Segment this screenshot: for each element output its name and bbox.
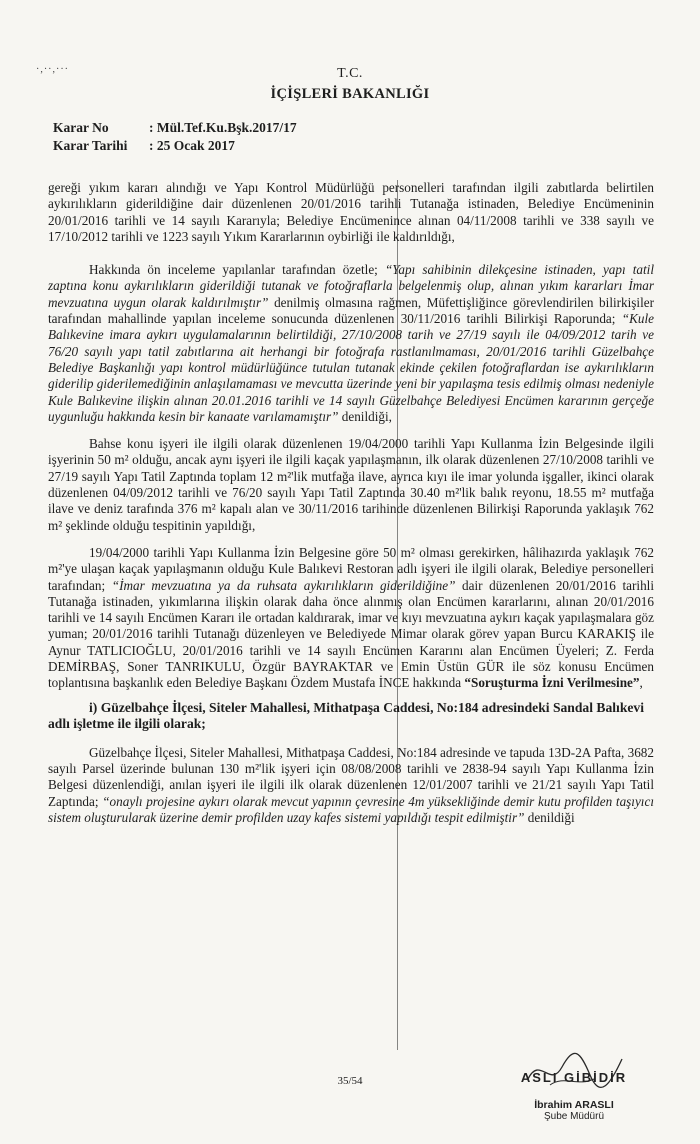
paragraph-2-quote-a: “Yapı sahibinin dilekçesine istinaden, yapı tatil zaptına konu aykırılıkların giderildiği tutanak ve fotoğraflarla belgelenmiş olup, alınan yıkım kararları İmar mevzuatına uygun olarak kaldırılmıştır” bbox=[48, 262, 654, 310]
section-heading-i: i) Güzelbahçe İlçesi, Siteler Mahallesi, Mithatpaşa Caddesi, No:184 adresindeki Sandal Balıkevi adlı işletme ile ilgili olarak; bbox=[48, 699, 644, 732]
paragraph-5-text-a: Güzelbahçe İlçesi, Siteler Mahallesi, Mithatpaşa Caddesi, No:184 adresinde ve tapuda 13D-2A Pafta, 3682 sayılı Parsel üzerinde bulunan 130 m²'lik işyeri için 08/08/2008 tarihli ve 2838-94 sayılı Yapı Kullanma İzin Belgesi düzenlendiği, anılan işyeri ile ilgili ilk olarak düzenlenen 12/01/2007 tarihli ve 21/21 sayılı Yapı Tatil Zaptında; bbox=[48, 744, 654, 809]
karar-tarihi-label: Karar Tarihi bbox=[53, 138, 128, 153]
karar-tarihi-value: : 25 Ocak 2017 bbox=[149, 138, 235, 153]
officer-name: İbrahim ARASLI bbox=[534, 1099, 614, 1111]
karar-no-label: Karar No bbox=[53, 120, 109, 135]
paragraph-5-quote: “onaylı projesine aykırı olarak mevcut yapının çevresine 4m yüksekliğinde demir kutu profilden taşıyıcı sistem oluşturularak üzerine demir profilden uzay kafes sistemi yapıldığı tespit edilmiştir” bbox=[48, 793, 654, 825]
document-body bbox=[48, 180, 654, 843]
paragraph-4-text-a: 19/04/2000 tarihli Yapı Kullanma İzin Belgesine göre 50 m² olması gerekirken, hâlihazırda yaklaşık 762 m²'ye ulaşan kaçak yapılaşmanın olduğu Kule Balıkevi Restoran adlı işyeri ile ilgili olarak, Belediye personelleri tarafından; bbox=[48, 544, 654, 593]
officer-title: Şube Müdürü bbox=[543, 1111, 605, 1122]
paragraph-5 bbox=[48, 745, 654, 826]
paragraph-4-text-c: , bbox=[639, 675, 643, 691]
header-tc: T.C. bbox=[337, 66, 363, 81]
paragraph-1: gereği yıkım kararı alındığı ve Yapı Kontrol Müdürlüğü personelleri tarafından ilgili zabıtlarda belirtilen aykırılıkların giderildiğine dair düzenlenen 20/01/2016 tarihli Tutanağa istinaden, Belediye Encümeninin 20/01/2016 tarihli ve 14 sayılı Kararıyla; Belediye Encümenince alınan 04/11/2008 tarihli ve 338 sayılı ve 17/10/2012 tarihli ve 1223 sayılı Yıkım Kararlarının oybirliği ile kaldırıldığı, bbox=[48, 180, 654, 244]
paragraph-5-text-b: denildiği bbox=[524, 809, 575, 825]
certification-stamp bbox=[504, 1070, 644, 1122]
stamp-title: ASLI GİBİDİR bbox=[520, 1070, 628, 1085]
header-ministry: İÇİŞLERİ BAKANLIĞI bbox=[270, 86, 430, 102]
paragraph-2-quote-b: “Kule Balıkevine imara aykırı uygulamalarının belirtildiği, 27/10/2008 tarih ve 27/19 sayılı ile 04/09/2012 tarih ve 76/20 sayılı yapı tatil zabıtlarına ait herhangi bir fotoğrafa rastlanılmaması, 20/01/2016 tarihli Güzelbahçe Belediye Başkanlığı yapı kontrol müdürlüğünce tutulan tutanak ekinde çekilen fotoğraflardan ise aykırılıkların giderilip giderilemediğinin anlaşılamaması ve mevcutta üzerinde yeni bir yapılaşma tesis edilmiş olması nedeniyle Kule Balıkevine ilişkin alınan 20.01.2016 tarihli ve 14 sayılı Güzelbahçe Belediyesi Encümen kararının gerçeğe uygunluğu hakkında kesin bir kanaate varılamamıştır” bbox=[48, 311, 654, 424]
karar-no-row bbox=[53, 120, 297, 136]
page-number: 35/54 bbox=[337, 1075, 363, 1087]
paragraph-3: Bahse konu işyeri ile ilgili olarak düzenlenen 19/04/2000 tarihli Yapı Kullanma İzin Belgesinde ilgili işyerinin 50 m² olduğu, ancak aynı işyeri ile ilgili kaçak yapılaşmanın, ilk olarak düzenlenen 27/10/2008 tarihli ve 27/19 sayılı Yapı Tatil Zaptında toplam 12 m²'lik mutfağa ilave, ayrıca kıyı ile imar yolunda işgaller, ikinci olarak düzenlenen 04/09/2012 tarihli ve 76/20 sayılı Yapı Tatil Zaptında 30.40 m²'lik balık reyonu, 18.55 m² mutfağa ilave ve deniz tarafında 376 m² kapalı alan ve 30/11/2016 tarihinde düzenlenen Bilirkişi Raporunda yaklaşık 762 m² şeklinde olduğu tespitinin yapıldığı, bbox=[48, 436, 654, 533]
paragraph-2 bbox=[48, 262, 654, 425]
paragraph-2-text-c: denildiği, bbox=[338, 408, 392, 424]
karar-no-value: : Mül.Tef.Ku.Bşk.2017/17 bbox=[149, 120, 297, 135]
paragraph-2-text-b: denilmiş olmasına rağmen, Müfettişliğince görevlendirilen bilirkişiler tarafından mahallinde yapılan inceleme sonucunda düzenlenen 30/11/2016 tarihli Bilirkişi Raporunda; bbox=[48, 294, 654, 327]
paragraph-4-quote-a: “İmar mevzuatına ya da ruhsata aykırılıkların giderildiğine” bbox=[111, 577, 456, 593]
paragraph-4 bbox=[48, 545, 654, 692]
header-marks: ·,··,··· bbox=[36, 64, 69, 75]
paragraph-4-text-b: dair düzenlenen 20/01/2016 tarihli Tutanağa istinaden, yıkımlarına ilişkin olarak daha önce alınmış olan Encümen kararlarını, alınan 20/01/2016 tarihli ve 14 sayılı Encümen Kararı ile ortadan kaldırarak, imar ve kıyı mevzuatına aykırı kaçak yapılaşmalara göz yuman; 20/01/2016 tarihli Tutanağı düzenleyen ve Belediyede Mimar olarak görev yapan Burcu KARAKIŞ ile Aynur TATLICIOĞLU, 20/01/2016 tarihli ve 14 sayılı Encümen Kararını alan Encümen Üyeleri; Z. Ferda DEMİRBAŞ, Soner TANRIKULU, Özgür BAYRAKTAR ve Emin Üstün GÜR ile söz konusu Encümen toplantısına başkanlık eden Belediye Başkanı Özdem Mustafa İNCE hakkında bbox=[48, 577, 655, 691]
karar-tarihi-row bbox=[53, 138, 235, 154]
paragraph-4-decision: “Soruşturma İzni Verilmesine” bbox=[464, 675, 640, 691]
paragraph-2-text-a: Hakkında ön inceleme yapılanlar tarafından özetle; bbox=[89, 262, 385, 278]
